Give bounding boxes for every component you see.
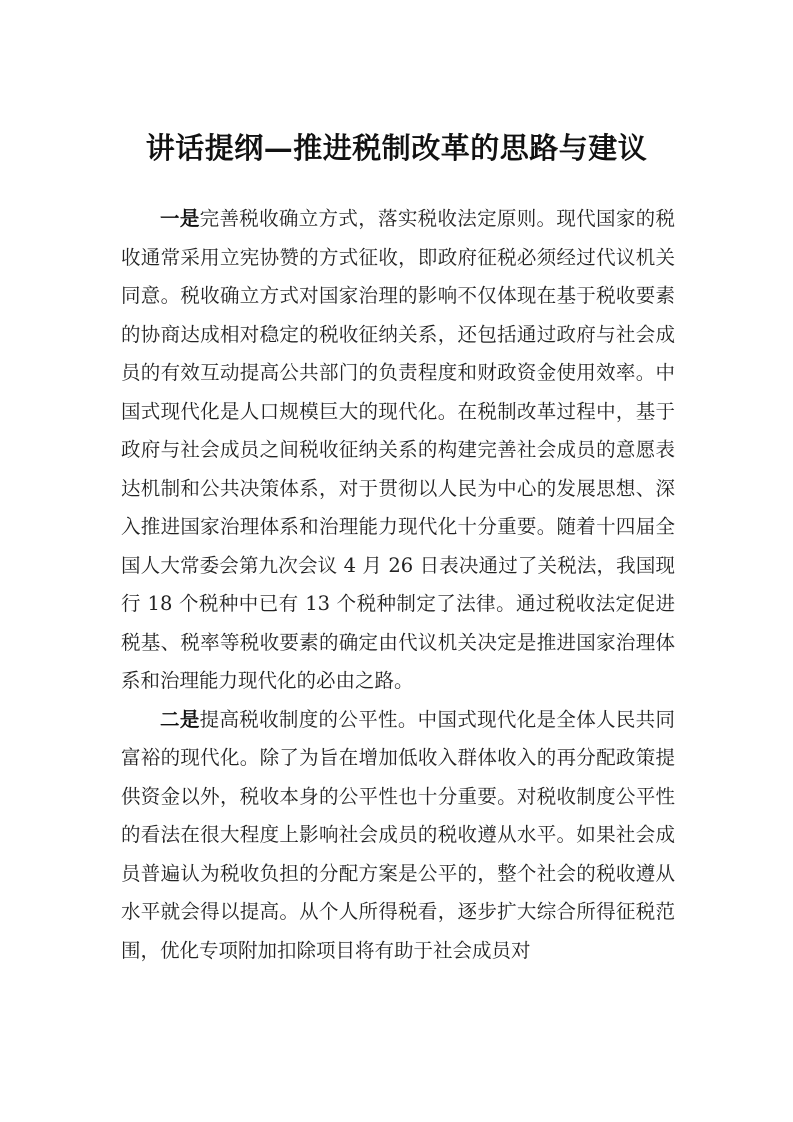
paragraph-2 [121, 701, 675, 971]
paragraph-2-lead: 二是 [160, 707, 200, 731]
paragraph-1 [121, 200, 675, 701]
paragraph-1-text: 完善税收确立方式，落实税收法定原则。现代国家的税收通常采用立宪协赞的方式征收，即政府征税必须经过代议机关同意。税收确立方式对国家治理的影响不仅体现在基于税收要素的协商达成相对稳定的税收征纳关系，还包括通过政府与社会成员的有效互动提高公共部门的负责程度和财政资金使用效率。中国式现代化是人口规模巨大的现代化。在税制改革过程中，基于政府与社会成员之间税收征纳关系的构建完善社会成员的意愿表达机制和公共决策体系，对于贯彻以人民为中心的发展思想、深入推进国家治理体系和治理能力现代化十分重要。随着十四届全国人大常委会第九次会议 4 月 26 日表决通过了关税法，我国现行 18 个税种中已有 13 个税种制定了法律。通过税收法定促进税基、税率等税收要素的确定由代议机关决定是推进国家治理体系和治理能力现代化的必由之路。 [121, 207, 675, 692]
document-body [121, 200, 675, 970]
paragraph-1-lead: 一是 [160, 207, 200, 230]
paragraph-2-text: 提高税收制度的公平性。中国式现代化是全体人民共同富裕的现代化。除了为旨在增加低收入群体收入的再分配政策提供资金以外，税收本身的公平性也十分重要。对税收制度公平性的看法在很大程度上影响社会成员的税收遵从水平。如果社会成员普遍认为税收负担的分配方案是公平的，整个社会的税收遵从水平就会得以提高。从个人所得税看，逐步扩大综合所得征税范围，优化专项附加扣除项目将有助于社会成员对 [121, 707, 675, 962]
document-title: 讲话提纲—推进税制改革的思路与建议 [145, 131, 648, 165]
